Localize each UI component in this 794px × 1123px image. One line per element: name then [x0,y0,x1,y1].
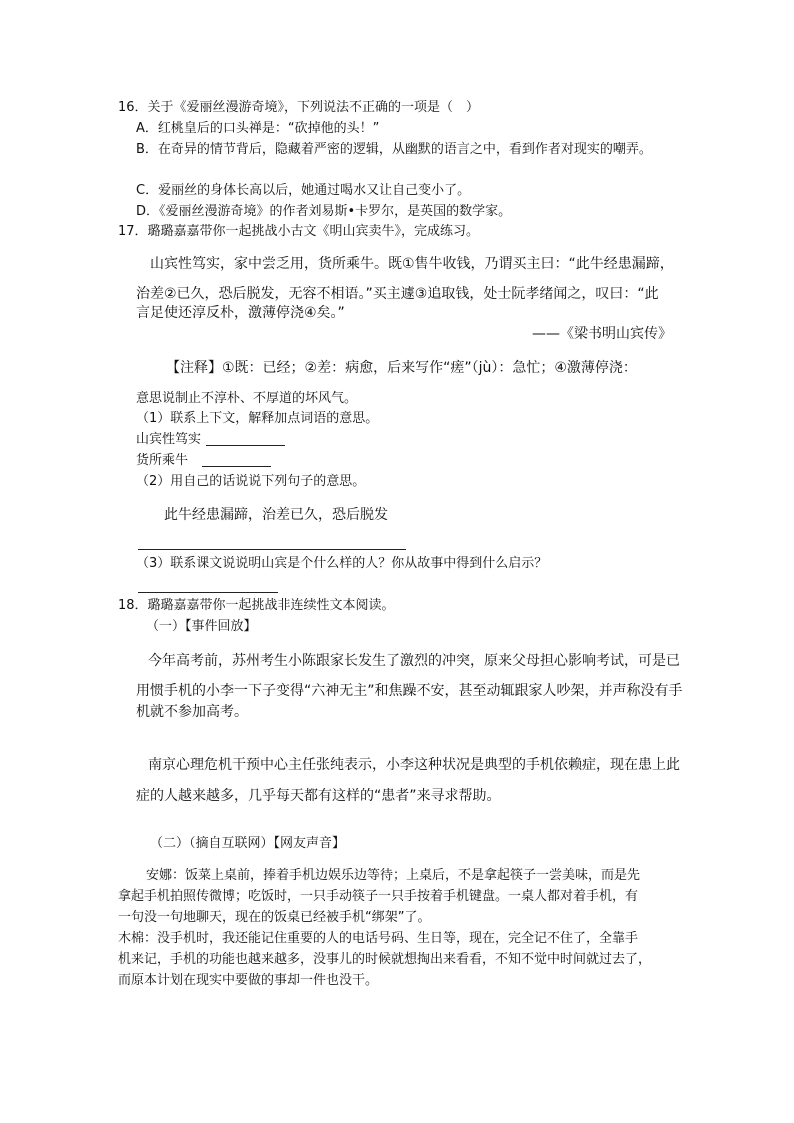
q17-passage-line: 治差②已久，恐后脱发，无容不相语。”买主遽③追取钱，处士阮孝绪闻之，叹曰：“此 [136,286,659,302]
q18-voice-line: 拿起手机拍照传微博；吃饭时，一只手动筷子一只手按着手机键盘。一桌人都对着手机，有 [118,889,639,904]
q16-stem: 16．关于《爱丽丝漫游奇境》，下列说法不正确的一项是（ ） [118,100,480,115]
q16-option-b[interactable]: B．在奇异的情节背后，隐藏着严密的逻辑，从幽默的语言之中，看到作者对现实的嘲弄。 [136,142,652,157]
q16-option-c[interactable]: C．爱丽丝的身体长高以后，她通过喝水又让自己变小了。 [136,183,471,198]
q17-word1-label: 山宾性笃实 [136,432,202,447]
q17-source: ——《梁书明山宾传》 [532,326,672,342]
q17-sub3-answer-line[interactable] [138,592,278,593]
q17-note: 意思说制止不淳朴、不厚道的坏风气。 [136,391,358,406]
q17-word2-label: 货所乘牛 [136,453,189,468]
q18-paragraph-line: 南京心理危机干预中心主任张纯表示，小李这种状况是典型的手机依赖症，现在患上此 [148,757,680,773]
q18-voice-line: 机来记，手机的功能也越来越多，没事儿的时候就想掏出来看看，不知不觉中时间就过去了， [118,952,652,967]
q18-voice-line: 一句没一句地聊天，现在的饭桌已经被手机“绑架”了。 [118,910,431,925]
q17-sentence-answer-line[interactable] [138,549,406,550]
q17-sub2: （2）用自己的话说说下列句子的意思。 [136,474,366,489]
q17-sentence: 此牛经患漏蹄，治差已久，恐后脱发 [164,507,388,523]
q17-word2-answer-blank[interactable] [202,454,271,467]
q18-part2-title: （二）（摘自互联网）【网友声音】 [150,836,346,851]
q17-note: 【注释】①既：已经；②差：病愈，后来写作“瘥”（jù）：急忙；④激薄停浇： [166,360,637,376]
q17-word1-answer-blank[interactable] [206,433,285,446]
q16-option-a[interactable]: A．红桃皇后的口头禅是：“砍掉他的头！” [136,121,380,136]
q18-paragraph-line: 机就不参加高考。 [136,704,248,720]
q17-sub1: （1）联系上下文，解释加点词语的意思。 [136,411,379,426]
q18-paragraph-line: 用惯手机的小李一下子变得“六神无主”和焦躁不安，甚至动辄跟家人吵架，并声称没有手 [136,683,683,699]
q17-stem: 17．璐璐嘉嘉带你一起挑战小古文《明山宾卖牛》，完成练习。 [118,224,480,239]
q17-sub3: （3）联系课文说说明山宾是个什么样的人？你从故事中得到什么启示？ [136,556,548,571]
q18-paragraph-line: 症的人越来越多，几乎每天都有这样的“患者”来寻求帮助。 [136,788,501,804]
q18-voice-line: 而原本计划在现实中要做的事却一件也没干。 [118,973,379,988]
q18-paragraph-line: 今年高考前，苏州考生小陈跟家长发生了激烈的冲突，原来父母担心影响考试，可是已 [148,653,680,669]
q18-part1-title: （一）【事件回放】 [146,619,257,634]
q18-voice-line: 木棉：没手机时，我还能记住重要的人的电话号码、生日等，现在，完全记不住了，全靠手 [118,931,639,946]
q18-voice-line: 安娜：饭菜上桌前，捧着手机边娱乐边等待；上桌后，不是拿起筷子一尝美味，而是先 [146,868,641,883]
q18-stem: 18．璐璐嘉嘉带你一起挑战非连续性文本阅读。 [118,598,395,613]
q17-passage-line: 山宾性笃实，家中尝乏用，货所乘牛。既①售牛收钱，乃谓买主曰：“此牛经患漏蹄， [150,256,674,272]
q16-option-d[interactable]: D．《爱丽丝漫游奇境》的作者刘易斯•卡罗尔，是英国的数学家。 [136,204,512,219]
q17-passage-line: 言足使还淳反朴，激薄停浇④矣。” [136,305,345,321]
